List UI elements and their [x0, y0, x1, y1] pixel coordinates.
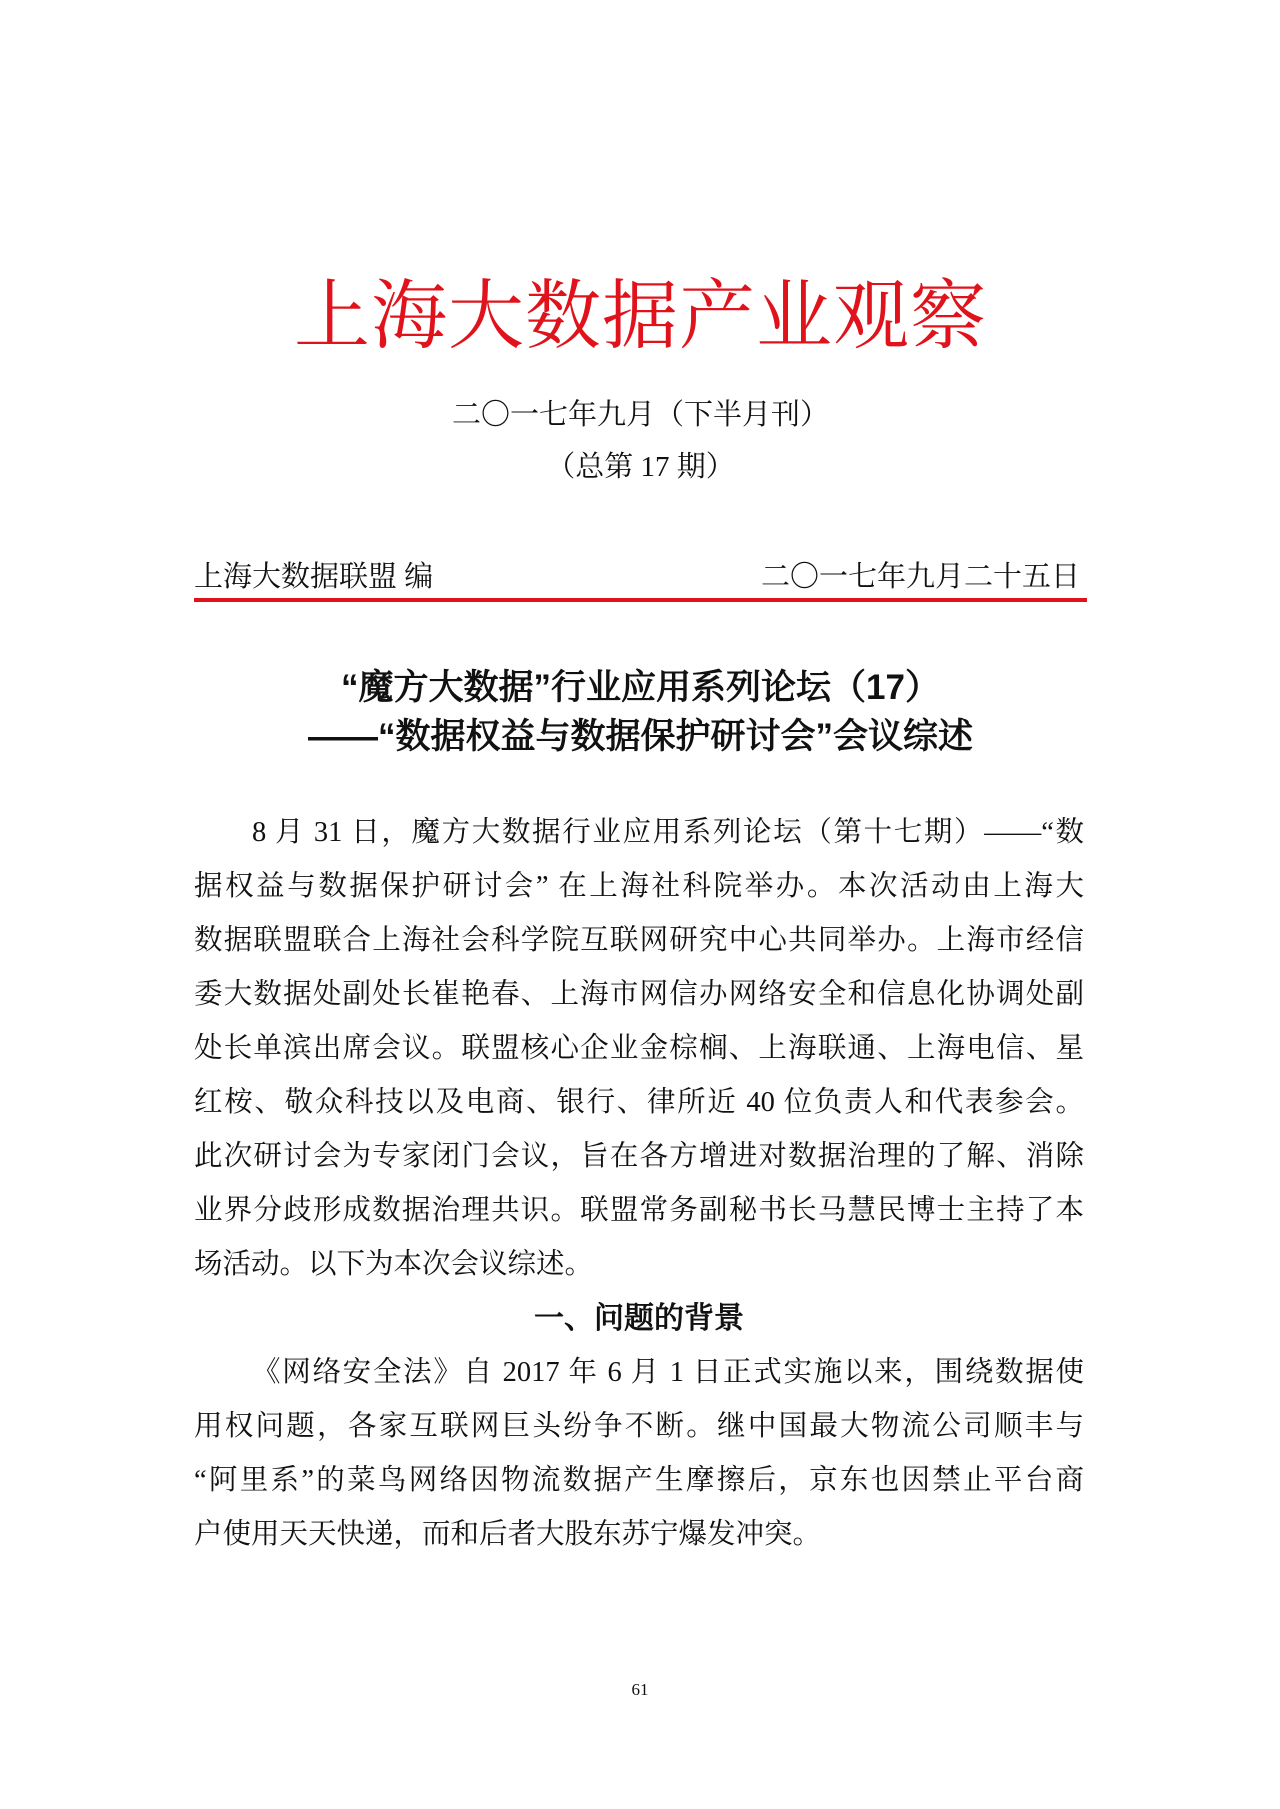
- article-title-line-2: ——“数据权益与数据保护研讨会”会议综述: [307, 717, 973, 756]
- article-title-line-1: “魔方大数据”行业应用系列论坛（17）: [341, 668, 940, 707]
- article-body: [194, 806, 1084, 1562]
- text-line: 场活动。以下为本次会议综述。: [194, 1249, 594, 1280]
- publication-date: 二〇一七年九月二十五日: [760, 561, 1080, 593]
- text-line: 委大数据处副处长崔艳春、上海市网信办网络安全和信息化协调处副: [194, 979, 1084, 1010]
- text-line: 《网络安全法》自 2017 年 6 月 1 日正式实施以来，围绕数据使: [252, 1357, 1084, 1388]
- text-line: 据权益与数据保护研讨会” 在上海社科院举办。本次活动由上海大: [194, 871, 1084, 902]
- text-line: 红桉、敬众科技以及电商、银行、律所近 40 位负责人和代表参会。: [194, 1087, 1084, 1118]
- text-line: “阿里系”的菜鸟网络因物流数据产生摩擦后，京东也因禁止平台商: [194, 1465, 1084, 1496]
- section-heading: 一、问题的背景: [534, 1302, 744, 1335]
- editor-credit: 上海大数据联盟 编: [194, 561, 434, 593]
- masthead-title: 上海大数据产业观察: [294, 274, 987, 359]
- text-line: 此次研讨会为专家闭门会议，旨在各方增进对数据治理的了解、消除: [194, 1141, 1084, 1172]
- publication-header: [194, 553, 1080, 601]
- text-line: 户使用天天快递，而和后者大股东苏宁爆发冲突。: [194, 1519, 822, 1550]
- issue-number: （总第 17 期）: [546, 451, 735, 483]
- paragraph-background: [194, 1346, 1084, 1562]
- issue-date: 二〇一七年九月（下半月刊）: [451, 399, 829, 431]
- text-line: 用权问题，各家互联网巨头纷争不断。继中国最大物流公司顺丰与: [194, 1411, 1084, 1442]
- page-number: 61: [631, 1680, 649, 1699]
- header-divider: [194, 598, 1087, 602]
- text-line: 8 月 31 日，魔方大数据行业应用系列论坛（第十七期）——“数: [252, 817, 1084, 848]
- text-line: 数据联盟联合上海社会科学院互联网研究中心共同举办。上海市经信: [194, 925, 1084, 956]
- text-line: 处长单滨出席会议。联盟核心企业金棕榈、上海联通、上海电信、星: [194, 1033, 1084, 1064]
- paragraph-intro: [194, 806, 1084, 1292]
- text-line: 业界分歧形成数据治理共识。联盟常务副秘书长马慧民博士主持了本: [194, 1195, 1084, 1226]
